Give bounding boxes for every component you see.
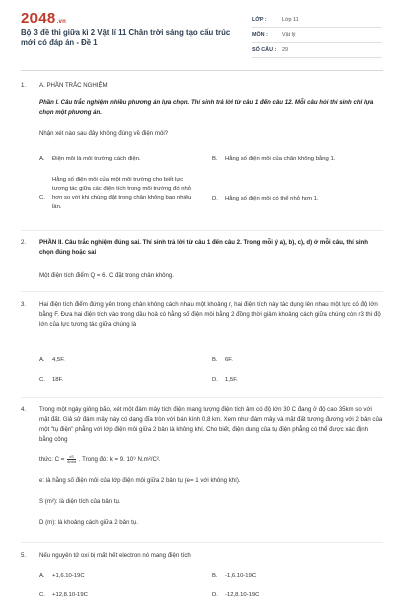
question-text: Nếu nguyên tử oxi bị mất hết electron nó mang điện tích [39,552,191,559]
option-text: 6F. [225,357,233,363]
option-letter: A. [39,156,45,162]
instruction-text: PHẦN II. Câu trắc nghiệm đúng sai. Thí sinh trả lời từ câu 1 đến câu 2. Trong mỗi ý a), b), c), d) ở mỗi câu, thí sinh chọn đúng hoặc sai [39,239,368,256]
option-letter: C. [39,195,45,201]
formula-prefix: thức: C = [39,456,65,464]
meta-value: Lớp 11 [282,17,299,23]
document-title: Bộ 3 đề thi giữa kì 2 Vật lí 11 Chân trời sáng tạo cấu trúc mới có đáp án - Đề 1 [21,28,231,47]
question-text: Trong một ngày giông bão, xét một đám mây tích điện mang lượng điện tích âm có độ lớn 30 C đang ở độ cao 35km so với mặt đất. Giả sử đám mây này có dạng đĩa tròn với bán kính 0,8 km. Xem như đám mây và mặt đất tương đương với 2 bản của một "tụ điện" phẳng với lớp điện môi giữa 2 bản là không khí. Cho biết, điện dung của tụ điện phẳng có thể được xác định bằng công [39,406,383,443]
option-letter: A. [39,573,45,579]
question-1-instruction [21,98,383,118]
option-letter: D. [212,196,218,202]
option-letter: A. [39,357,45,363]
question-separator [21,542,383,543]
option-letter: D. [212,592,218,598]
meta-row-count [252,43,382,58]
section-title: A. PHẦN TRẮC NGHIỆM [39,82,108,89]
option-b[interactable] [212,155,382,164]
header [0,0,400,60]
definition-text: D (m): là khoảng cách giữa 2 bản tụ. [39,519,138,526]
definition-text: e: là hằng số điện môi của lớp điện môi giữa 2 bản tụ (e= 1 với không khí). [39,477,241,484]
option-text: 18F. [52,377,64,383]
question-2 [21,238,383,258]
option-a[interactable] [39,356,199,365]
question-4-e-line [21,476,383,486]
option-letter: D. [212,377,218,383]
option-c[interactable] [39,591,199,600]
question-2-stem [21,271,383,281]
question-number: 2. [21,239,27,246]
question-4-d-line [21,518,383,528]
meta-row-class [252,13,382,28]
option-d[interactable] [212,591,372,600]
document-meta [252,13,382,58]
option-text: 1,5F. [225,377,238,383]
option-letter: C. [39,592,45,598]
question-number: 5. [21,552,27,559]
meta-row-subject [252,28,382,43]
option-c[interactable] [39,176,209,212]
fraction-denominator: 4πkd [66,459,77,464]
question-number: 4. [21,406,27,413]
meta-label: MÔN : [252,32,268,38]
option-a[interactable] [39,155,199,164]
option-letter: C. [39,377,45,383]
option-text: 4,5F. [52,357,65,363]
option-text: +1,6.10-19C [52,573,85,579]
question-4 [21,405,383,445]
option-c[interactable] [39,376,199,385]
formula-suffix: . Trong đó: k = 9. 10⁹ N.m²/C². [78,456,161,464]
meta-value: Vật lý [282,32,296,38]
question-separator [21,397,383,398]
option-letter: B. [212,156,218,162]
question-1-stem [21,129,383,139]
option-letter: B. [212,573,218,579]
option-text: -12,8.10-19C [225,592,260,598]
fraction-numerator: εS [69,454,74,459]
question-text: Hai điện tích điểm đứng yên trong chân không cách nhau một khoảng r, hai điện tích này tác dụng lên nhau một lực có độ lớn bằng F. Đưa hai điện tích vào trong dầu hoả có hằng số điện môi bằng 2 đồng thời giảm khoảng cách giữa chúng còn r3 thì độ lớn của lực tương tác giữa chúng là [39,301,381,328]
option-text: -1,6.10-19C [225,573,257,579]
meta-value: 29 [282,47,288,53]
question-separator [21,230,383,231]
question-number: 3. [21,301,27,308]
site-logo[interactable]: 2048.vn [21,10,67,27]
meta-label: LỚP : [252,17,267,23]
question-3 [21,300,383,330]
option-letter: B. [212,357,218,363]
question-text: Nhận xét nào sau đây không đúng về điện môi? [39,130,169,137]
option-d[interactable] [212,195,382,204]
question-4-formula [21,455,383,465]
question-separator [21,291,383,292]
option-d[interactable] [212,376,372,385]
option-b[interactable] [212,356,372,365]
instruction-text: Phần I. Câu trắc nghiệm nhiều phương án lựa chọn. Thí sinh trả lời từ câu 1 đến câu 12. Mỗi câu hỏi thí sinh chỉ lựa chọn một phương án. [39,99,374,116]
option-text: Hằng số điện môi có thể nhỏ hơn 1. [225,196,319,202]
meta-label: SỐ CÂU : [252,47,277,53]
question-text: Một điện tích điểm Q = 6. C đặt trong chân không. [39,272,174,279]
option-b[interactable] [212,572,372,581]
option-a[interactable] [39,572,199,581]
option-text: +12,8.10-19C [52,592,88,598]
question-number: 1. [21,82,27,89]
option-text: Hằng số điện môi của chân không bằng 1. [225,156,336,162]
question-5 [21,551,383,561]
header-divider [21,70,383,71]
question-1 [21,81,383,91]
question-4-s-line [21,497,383,507]
option-text: Điện môi là môi trường cách điện. [52,156,141,162]
option-text: Hằng số điện môi của một môi trường cho biết lực tương tác giữa các điện tích trong môi trường đó nhỏ hơn so với khi chúng đặt trong chân không bao nhiêu lần. [52,177,192,210]
formula-fraction [67,455,76,464]
definition-text: S (m²): là diện tích của bản tụ. [39,498,121,505]
